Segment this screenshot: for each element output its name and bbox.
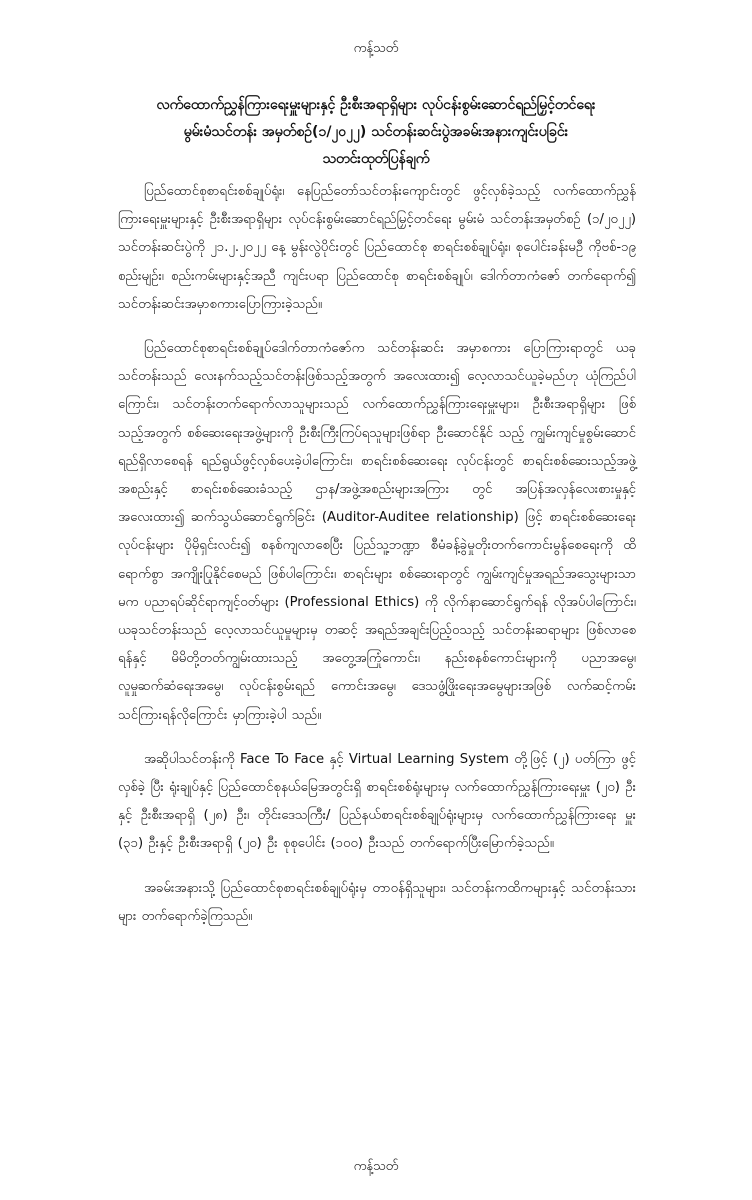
document-title: [110, 92, 642, 173]
paragraph: အခမ်းအနားသို့ ပြည်ထောင်စုစာရင်းစစ်ချုပ်ရုံးမှ တာဝန်ရှိသူများ၊ သင်တန်းကထိကများနှင့် သင်တန်းသားများ တက်ရောက်ခဲ့ကြသည်။: [118, 880, 636, 924]
paragraph: ပြည်ထောင်စုစာရင်းစစ်ချုပ်ဒေါက်တာကံဇော်က သင်တန်းဆင်း အမှာစကား ပြောကြားရာတွင် ယခုသင်တန်းသည် လေးနက်သည့်သင်တန်းဖြစ်သည့်အတွက် အလေးထား၍ လေ့လာသင်ယူခဲ့မည်ဟု ယုံကြည်ပါကြောင်း၊ သင်တန်းတက်ရောက်လာသူများသည် လက်ထောက်ညွှန်ကြားရေးမှူးများ၊ ဦးစီးအရာရှိများ ဖြစ်သည့်အတွက် စစ်ဆေးရေးအဖွဲ့များကို ဦးစီးကြီးကြပ်ရသူများဖြစ်ရာ ဦးဆောင်နိုင် သည့် ကျွမ်းကျင်မှုစွမ်းဆောင်ရည်ရှိလာစေရန် ရည်ရွယ်ဖွင့်လှစ်ပေးခဲ့ပါကြောင်း၊ စာရင်းစစ်ဆေးရေး လုပ်ငန်းတွင် စာရင်းစစ်ဆေးသည့်အဖွဲ့အစည်းနှင့် စာရင်းစစ်ဆေးခံသည့် ဌာန/အဖွဲ့အစည်းများအကြား တွင် အပြန်အလှန်လေးစားမှုနှင့် အလေးထား၍ ဆက်သွယ်ဆောင်ရွက်ခြင်း (Auditor-Auditee relationship) ဖြင့် စာရင်းစစ်ဆေးရေးလုပ်ငန်းများ ပိုမိုရှင်းလင်း၍ စနစ်ကျလာစေပြီး ပြည်သူ့ဘဏ္ဍာ စီမံခန့်ခွဲမှုတိုးတက်ကောင်းမွန်စေရေးကို ထိရောက်စွာ အကျိုးပြုနိုင်စေမည် ဖြစ်ပါကြောင်း၊ စာရင်းများ စစ်ဆေးရာတွင် ကျွမ်းကျင်မှုအရည်အသွေးများသာမက ပညာရပ်ဆိုင်ရာကျင့်ဝတ်များ (Professional Ethics) ကို လိုက်နာဆောင်ရွက်ရန် လိုအပ်ပါကြောင်း၊ ယခုသင်တန်းသည် လေ့လာသင်ယူမှုများမှ တဆင့် အရည်အချင်းပြည့်ဝသည့် သင်တန်းဆရာများ ဖြစ်လာစေရန်နှင့် မိမိတို့တတ်ကျွမ်းထားသည့် အတွေ့အကြုံကောင်း၊ နည်းစနစ်ကောင်းများကို ပညာအမွေ၊ လူမှုဆက်ဆံရေးအမွေ၊ လုပ်ငန်းစွမ်းရည် ကောင်းအမွေ၊ ဒေသဖွံ့ဖြိုးရေးအမွေများအဖြစ် လက်ဆင့်ကမ်းသင်ကြားရန်လိုကြောင်း မှာကြားခဲ့ပါ သည်။: [118, 341, 636, 723]
title-line: မွမ်းမံသင်တန်း အမှတ်စဉ်(၁/၂၀၂၂) သင်တန်းဆင်းပွဲအခမ်းအနားကျင်းပခြင်း: [183, 124, 569, 140]
classification-header: ကန့်သတ်: [353, 41, 399, 56]
paragraph: အဆိုပါသင်တန်းကို Face To Face နှင့် Virtual Learning System တို့ဖြင့် (၂) ပတ်ကြာ ဖွင့်လှစ်ခဲ့ ပြီး ရုံးချုပ်နှင့် ပြည်ထောင်စုနယ်မြေအတွင်းရှိ စာရင်းစစ်ရုံးများမှ လက်ထောက်ညွှန်ကြားရေးမှူး (၂၀) ဦး နှင့် ဦးစီးအရာရှိ (၂၈) ဦး၊ တိုင်းဒေသကြီး/ ပြည်နယ်စာရင်းစစ်ချုပ်ရုံးများမှ လက်ထောက်ညွှန်ကြားရေး မှူး (၃၁) ဦးနှင့် ဦးစီးအရာရှိ (၂၀) ဦး စုစုပေါင်း (၁၀၀) ဦးသည် တက်ရောက်ပြီးမြောက်ခဲ့သည်။: [118, 751, 636, 852]
classification-footer: ကန့်သတ်: [353, 1159, 399, 1174]
title-line: သတင်းထုတ်ပြန်ချက်: [322, 151, 430, 167]
paragraph: ပြည်ထောင်စုစာရင်းစစ်ချုပ်ရုံး၊ နေပြည်တော်သင်တန်းကျောင်းတွင် ဖွင့်လှစ်ခဲ့သည့် လက်ထောက်ညွှန်ကြားရေးမှူးများနှင့် ဦးစီးအရာရှိများ လုပ်ငန်းစွမ်းဆောင်ရည်မြှင့်တင်ရေး မွမ်းမံ သင်တန်းအမှတ်စဉ် (၁/၂၀၂၂) သင်တန်းဆင်းပွဲကို ၂၁.၂.၂၀၂၂ နေ့ မွန်းလွဲပိုင်းတွင် ပြည်ထောင်စု စာရင်းစစ်ချုပ်ရုံး၊ စုပေါင်းခန်းမဦ ကိုဗစ်-၁၉ စည်းမျဉ်း၊ စည်းကမ်းများနှင့်အညီ ကျင်းပရာ ပြည်ထောင်စု စာရင်းစစ်ချုပ်၊ ဒေါက်တာကံဇော် တက်ရောက်၍ သင်တန်းဆင်းအမှာစကားပြောကြားခဲ့သည်။: [118, 184, 636, 312]
document-body: [118, 178, 636, 931]
title-line: လက်ထောက်ညွှန်ကြားရေးမှူးများနှင့် ဦးစီးအရာရှိများ လုပ်ငန်းစွမ်းဆောင်ရည်မြှင့်တင်ရေး: [156, 97, 596, 113]
